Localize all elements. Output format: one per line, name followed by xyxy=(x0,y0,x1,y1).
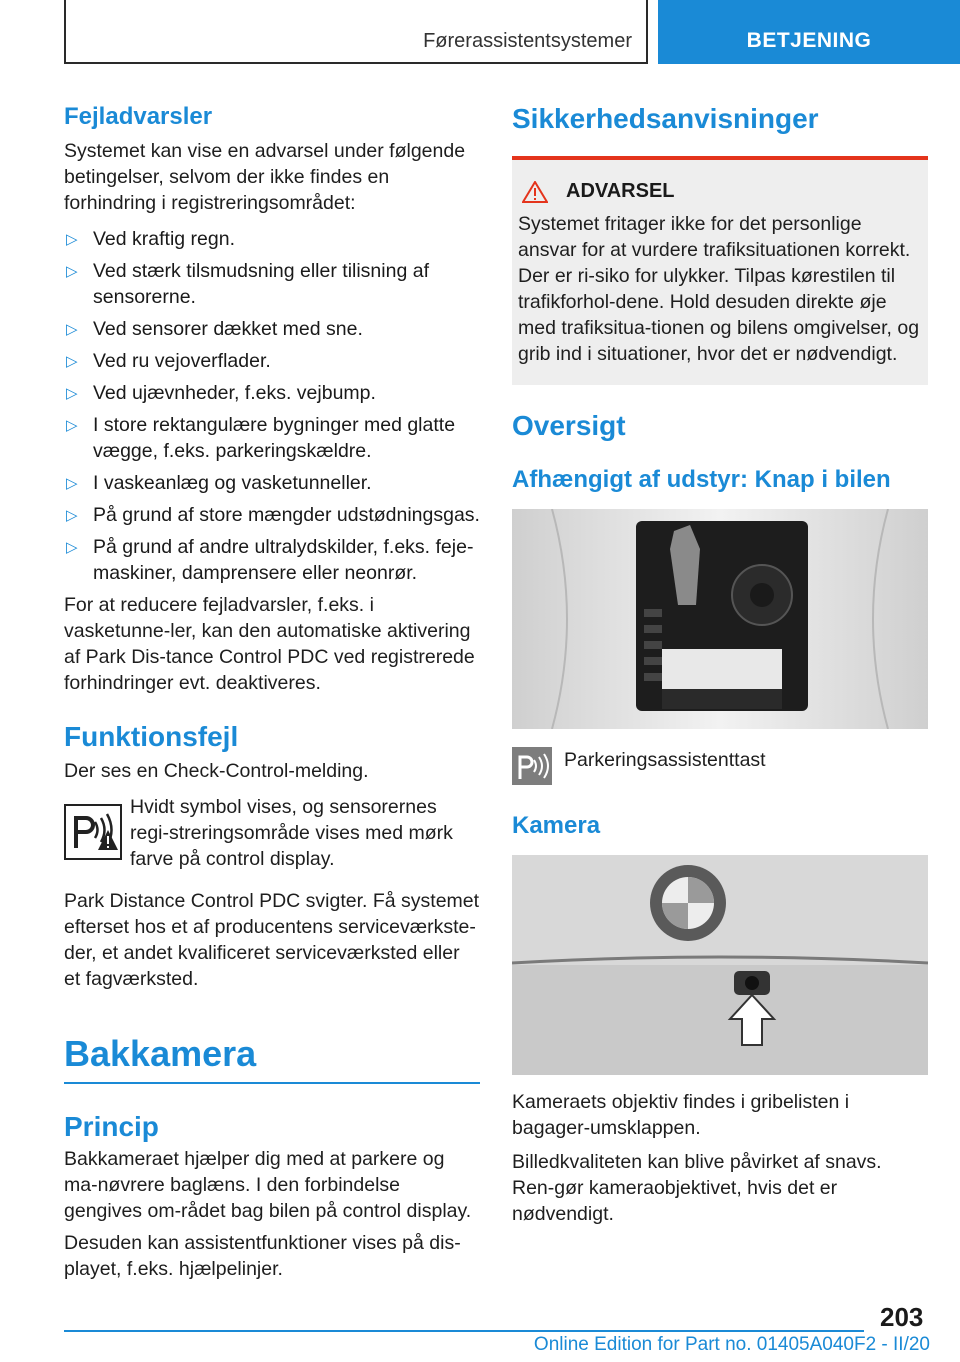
princip-heading: Princip xyxy=(64,1111,159,1142)
list-item: ▷ På grund af andre ultralydskilder, f.eks. feje-maskiner, damprensere eller neonrør. xyxy=(66,536,474,584)
header-section-tab xyxy=(64,0,648,64)
oversigt-heading: Oversigt xyxy=(512,410,626,441)
warning-triangle-icon xyxy=(522,181,548,203)
button-caption: Parkeringsassistenttast xyxy=(564,749,766,771)
header-section-title: Førerassistentsystemer xyxy=(423,30,632,52)
pdc-fault-icon xyxy=(64,804,122,860)
bullet-triangle-icon: ▷ xyxy=(66,385,78,402)
bullet-triangle-icon: ▷ xyxy=(66,417,78,434)
list-item: ▷ Ved sensorer dækket med sne. xyxy=(64,316,480,342)
fejladvarsler-outro: For at reducere fejladvarsler, f.eks. i vasketunne-ler, kan den automatiske aktivering af Park Dis-tance Control PDC ved registrerede forhindringer evt. deaktiveres. xyxy=(64,594,475,694)
princip-paragraph-2: Desuden kan assistentfunktioner vises på dis-playet, f.eks. hjælpelinjer. xyxy=(64,1232,461,1280)
funktionsfejl-symbol-row xyxy=(64,794,480,872)
sikkerhed-heading: Sikkerhedsanvisninger xyxy=(512,103,819,134)
bullet-triangle-icon: ▷ xyxy=(66,231,78,248)
list-item: ▷ Ved stærk tilsmudsning eller tilisning af sensorerne. xyxy=(66,260,429,308)
right-column xyxy=(512,100,928,1227)
bullet-triangle-icon: ▷ xyxy=(66,475,78,492)
bakkamera-rule xyxy=(64,1082,480,1084)
kamera-heading: Kamera xyxy=(512,812,601,839)
list-item: ▷ I store rektangulære bygninger med glatte vægge, f.eks. parkeringskældre. xyxy=(66,414,456,462)
bullet-triangle-icon: ▷ xyxy=(66,507,78,524)
center-console-photo xyxy=(512,509,928,729)
funktionsfejl-heading: Funktionsfejl xyxy=(64,721,239,752)
warning-box xyxy=(512,156,928,385)
fejladvarsler-list xyxy=(64,226,480,586)
udstyr-heading: Afhængigt af udstyr: Knap i bilen xyxy=(512,466,891,493)
bullet-triangle-icon: ▷ xyxy=(66,353,78,370)
warning-text: Systemet fritager ikke for det personlige ansvar for at vurdere trafiksituationen korrekt. Der er ri-siko for ulykker. Tilpas kørestilen til trafikforhol-dene. Hold desuden direkte øje med trafiksitua-tionen og bilens omgivelser, og grib ind i situationer, hvor det er nødvendigt. xyxy=(518,213,920,365)
funktionsfejl-outro: Park Distance Control PDC svigter. Få systemet efterset hos et af producentens serviceværkste-der, et andet kvalificeret serviceværksted eller et fagværksted. xyxy=(64,890,480,990)
warning-title xyxy=(522,180,920,203)
page-number: 203 xyxy=(880,1302,924,1332)
list-item: ▷ I vaskeanlæg og vasketunneller. xyxy=(64,470,480,496)
list-item: ▷ Ved ujævnheder, f.eks. vejbump. xyxy=(64,380,480,406)
funktionsfejl-symbol-text: Hvidt symbol vises, og sensorernes regi-streringsområde vises med mørk farve på control display. xyxy=(130,796,453,870)
list-item: ▷ Ved ru vejoverflader. xyxy=(64,348,480,374)
rear-camera-photo xyxy=(512,855,928,1075)
bullet-triangle-icon: ▷ xyxy=(66,263,78,280)
list-item: ▷ På grund af store mængder udstødningsgas. xyxy=(64,502,480,528)
kamera-paragraph-1: Kameraets objektiv findes i gribelisten i bagager-umsklappen. xyxy=(512,1091,850,1139)
left-column xyxy=(64,100,480,1282)
footer-edition: Online Edition for Part no. 01405A040F2 - II/20 xyxy=(533,1334,930,1355)
header-chapter-title: BETJENING xyxy=(746,29,872,52)
list-item: ▷ Ved kraftig regn. xyxy=(64,226,480,252)
warning-label: ADVARSEL xyxy=(566,180,675,202)
parking-assist-button-icon xyxy=(512,747,552,785)
bakkamera-heading: Bakkamera xyxy=(64,1033,257,1074)
bullet-triangle-icon: ▷ xyxy=(66,321,78,338)
button-caption-row xyxy=(512,747,928,785)
bullet-triangle-icon: ▷ xyxy=(66,539,78,556)
funktionsfejl-intro: Der ses en Check-Control-melding. xyxy=(64,760,369,782)
kamera-paragraph-2: Billedkvaliteten kan blive påvirket af snavs. Ren-gør kameraobjektivet, hvis det er nødvendigt. xyxy=(512,1151,882,1225)
fejladvarsler-intro: Systemet kan vise en advarsel under følgende betingelser, selvom der ikke findes en forhindring i registreringsområdet: xyxy=(64,140,466,214)
princip-paragraph-1: Bakkameraet hjælper dig med at parkere og ma-nøvrere baglæns. I den forbindelse gengives om-rådet bag bilen på control display. xyxy=(64,1148,472,1222)
footer-rule xyxy=(64,1330,864,1332)
fejladvarsler-heading: Fejladvarsler xyxy=(64,103,213,130)
header-chapter-tab xyxy=(658,0,960,64)
